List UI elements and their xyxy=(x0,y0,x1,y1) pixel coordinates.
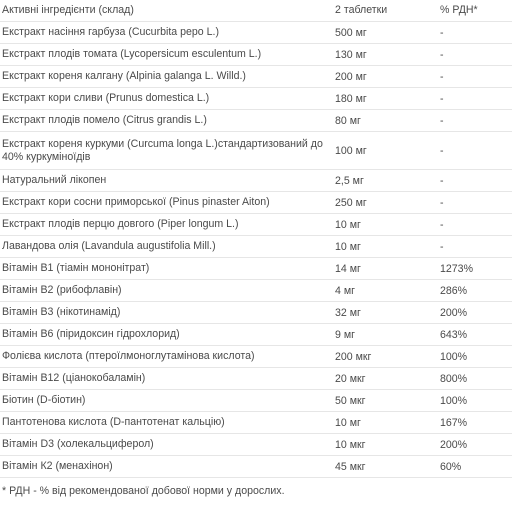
ingredient-name: Вітамін В1 (тіамін мононітрат) xyxy=(2,262,150,274)
ingredient-amount: 200 мкг xyxy=(335,350,372,363)
table-row xyxy=(0,258,512,280)
ingredient-name: Вітамін В2 (рибофлавін) xyxy=(2,284,122,296)
ingredient-amount: 10 мг xyxy=(335,416,361,429)
ingredient-name: Пантотенова кислота (D-пантотенат кальцію) xyxy=(2,416,225,428)
table-row xyxy=(0,110,512,132)
ingredient-amount: 10 мг xyxy=(335,218,361,231)
ingredient-name: Лавандова олія (Lavandula augustifolia Mill.) xyxy=(2,240,216,252)
table-row xyxy=(0,346,512,368)
ingredient-name: Вітамін D3 (холекальциферол) xyxy=(2,438,154,450)
table-row xyxy=(0,434,512,456)
ingredient-amount: 50 мкг xyxy=(335,394,366,407)
ingredient-amount: 200 мг xyxy=(335,70,367,83)
ingredient-amount: 100 мг xyxy=(335,144,367,157)
table-row xyxy=(0,192,512,214)
ingredient-amount: 14 мг xyxy=(335,262,361,275)
header-rdn: % РДН* xyxy=(440,4,478,16)
table-row xyxy=(0,132,512,170)
table-row xyxy=(0,302,512,324)
table-row xyxy=(0,390,512,412)
ingredient-rdn: 643% xyxy=(440,328,468,341)
ingredient-name: Вітамін В12 (ціанокобаламін) xyxy=(2,372,146,384)
ingredient-amount: 250 мг xyxy=(335,196,367,209)
ingredient-rdn: 800% xyxy=(440,372,468,385)
ingredient-amount: 20 мкг xyxy=(335,372,366,385)
ingredient-name: Екстракт кори сливи (Prunus domestica L.) xyxy=(2,92,210,104)
ingredient-rdn: - xyxy=(440,92,444,105)
ingredient-name: Вітамін В6 (піридоксин гідрохлорид) xyxy=(2,328,180,340)
ingredient-name: Екстракт плодів помело (Citrus grandis L.) xyxy=(2,114,207,126)
ingredient-amount: 180 мг xyxy=(335,92,367,105)
ingredient-name: Вітамін К2 (менахінон) xyxy=(2,460,113,472)
ingredient-rdn: 286% xyxy=(440,284,468,297)
ingredient-name: Екстракт кореня калгану (Alpinia galanga L. Willd.) xyxy=(2,70,246,82)
table-row xyxy=(0,412,512,434)
table-row xyxy=(0,88,512,110)
ingredient-name: Фолієва кислота (птероїлмоноглутамінова кислота) xyxy=(2,350,255,362)
table-header xyxy=(0,0,512,22)
ingredient-amount: 130 мг xyxy=(335,48,367,61)
table-row xyxy=(0,324,512,346)
table-row xyxy=(0,44,512,66)
ingredient-rdn: - xyxy=(440,218,444,231)
ingredient-amount: 32 мг xyxy=(335,306,361,319)
ingredient-name: Натуральний лікопен xyxy=(2,174,107,186)
ingredient-amount: 9 мг xyxy=(335,328,355,341)
table-row xyxy=(0,214,512,236)
ingredient-name: Екстракт кореня куркуми (Curcuma longa L.)стандартизований до 40% куркуміноїдів xyxy=(2,137,323,163)
table-row xyxy=(0,170,512,192)
header-amount: 2 таблетки xyxy=(335,4,388,16)
ingredient-name: Екстракт насіння гарбуза (Cucurbita pepo L.) xyxy=(2,26,219,38)
ingredient-amount: 80 мг xyxy=(335,114,361,127)
ingredient-rdn: 100% xyxy=(440,350,468,363)
ingredient-rdn: - xyxy=(440,196,444,209)
ingredient-rdn: 100% xyxy=(440,394,468,407)
ingredient-rdn: - xyxy=(440,240,444,253)
ingredient-amount: 4 мг xyxy=(335,284,355,297)
ingredient-amount: 45 мкг xyxy=(335,460,366,473)
table-row xyxy=(0,368,512,390)
ingredient-name: Біотин (D-біотин) xyxy=(2,394,86,406)
ingredient-amount: 2,5 мг xyxy=(335,174,364,187)
table-row xyxy=(0,456,512,478)
ingredient-rdn: - xyxy=(440,26,444,39)
table-row xyxy=(0,280,512,302)
ingredient-amount: 10 мг xyxy=(335,240,361,253)
ingredient-rdn: - xyxy=(440,174,444,187)
footnote: * РДН - % від рекомендованої добової норми у дорослих. xyxy=(2,485,285,497)
ingredient-rdn: 1273% xyxy=(440,262,473,275)
ingredient-rdn: - xyxy=(440,114,444,127)
table-row xyxy=(0,66,512,88)
ingredient-rdn: - xyxy=(440,144,444,157)
table-row xyxy=(0,22,512,44)
ingredient-rdn: - xyxy=(440,48,444,61)
ingredient-name: Екстракт плодів перцю довгого (Piper longum L.) xyxy=(2,218,239,230)
ingredient-rdn: 200% xyxy=(440,438,468,451)
ingredient-name: Екстракт кори сосни приморської (Pinus pinaster Aiton) xyxy=(2,196,270,208)
ingredient-amount: 10 мкг xyxy=(335,438,366,451)
ingredient-amount: 500 мг xyxy=(335,26,367,39)
ingredient-rdn: 60% xyxy=(440,460,462,473)
ingredient-rdn: - xyxy=(440,70,444,83)
table-row xyxy=(0,236,512,258)
header-ingredient: Активні інгредієнти (склад) xyxy=(2,4,134,16)
ingredient-rdn: 167% xyxy=(440,416,468,429)
ingredient-name: Вітамін В3 (нікотинамід) xyxy=(2,306,121,318)
ingredient-name: Екстракт плодів томата (Lycopersicum esculentum L.) xyxy=(2,48,262,60)
ingredient-rdn: 200% xyxy=(440,306,468,319)
